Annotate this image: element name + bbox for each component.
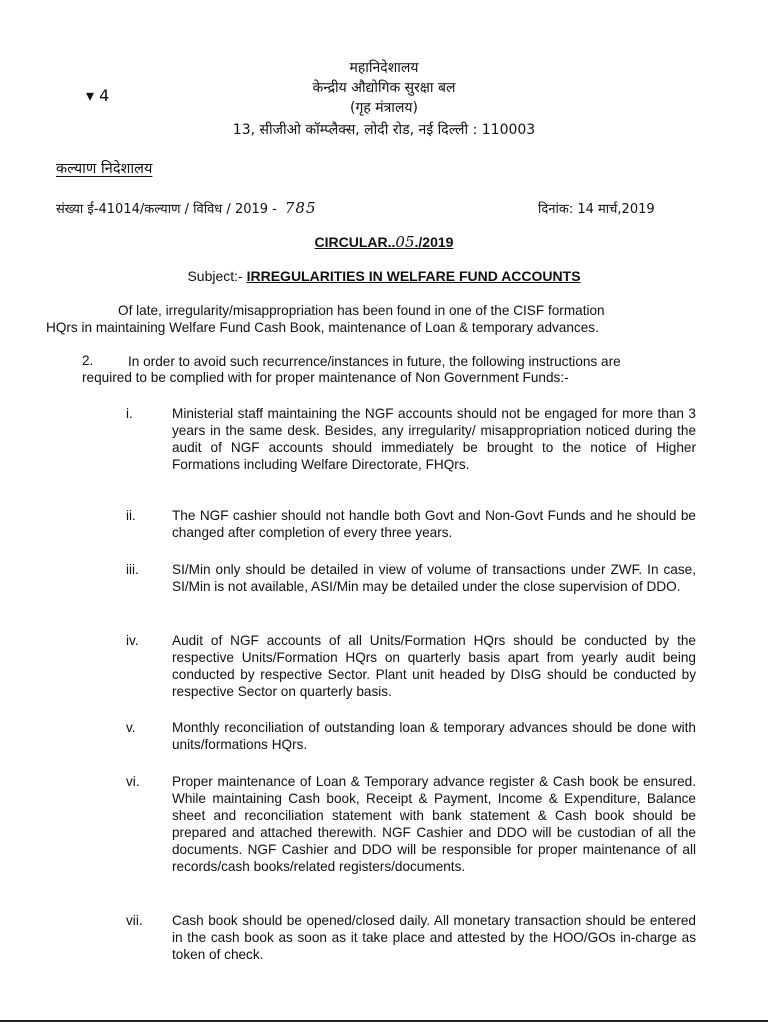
circular-suffix: ./2019 — [414, 234, 454, 250]
header-line-2: केन्द्रीय औद्योगिक सुरक्षा बल — [312, 80, 456, 96]
instruction-text: Audit of NGF accounts of all Units/Formation HQrs should be conducted by the respective Units/Formation HQrs on quarterly basis apart from yearly audit being conducted by respective Sector. Plant unit headed by DIsG should be conducted by respective Sector on quarterly basis. — [172, 633, 696, 699]
header-line-4: 13, सीजीओ कॉम्प्लैक्स, लोदी रोड, नई दिल्ली : 110003 — [232, 122, 536, 138]
header-line-3: (गृह मंत्रालय) — [349, 100, 419, 116]
reference-number-text: संख्या ई-41014/कल्याण / विविध / 2019 - — [56, 202, 277, 217]
department-name: कल्याण निदेशालय — [56, 161, 153, 177]
instruction-text: Monthly reconciliation of outstanding loan & temporary advances should be done with units/formations HQrs. — [172, 720, 696, 752]
paragraph-1 — [46, 302, 696, 336]
instruction-text: Cash book should be opened/closed daily. All monetary transaction should be entered in the cash book as soon as it take place and attested by the HOO/GOs in-charge as token of check. — [172, 913, 696, 962]
header-line-1: महानिदेशालय — [349, 60, 419, 76]
instruction-number: iv. — [126, 633, 139, 648]
paragraph-1-line-1: Of late, irregularity/misappropriation has been found in one of the CISF formation — [118, 303, 605, 318]
paragraph-2-line-1: In order to avoid such recurrence/instances in future, the following instructions are — [128, 354, 621, 369]
reference-handwritten: 785 — [284, 199, 317, 217]
paragraph-1-line-2: HQrs in maintaining Welfare Fund Cash Book, maintenance of Loan & temporary advances. — [46, 320, 599, 335]
circular-prefix: CIRCULAR.. — [314, 234, 396, 250]
subject-line — [0, 268, 768, 284]
reference-number — [56, 199, 317, 217]
paragraph-2-number: 2. — [82, 353, 94, 368]
subject-title: IRREGULARITIES IN WELFARE FUND ACCOUNTS — [246, 268, 581, 284]
instruction-number: vii. — [126, 913, 143, 928]
margin-mark: ▾ 4 — [86, 86, 110, 105]
reference-date: दिनांक: 14 मार्च,2019 — [538, 202, 655, 217]
instruction-number: v. — [126, 720, 136, 735]
subject-label: Subject:- — [187, 268, 243, 284]
instruction-number: vi. — [126, 774, 140, 789]
instruction-number: iii. — [126, 562, 139, 577]
circular-handwritten-no: 05 — [395, 233, 415, 251]
circular-heading — [0, 233, 768, 251]
instruction-text: Proper maintenance of Loan & Temporary advance register & Cash book be ensured. While maintaining Cash book, Receipt & Payment, Income & Expenditure, Balance sheet and reconciliation statement with bank statement & Cash book should be prepared and attached therewith. NGF Cashier and DDO will be custodian of all the documents. NGF Cashier and DDO will be responsible for proper maintenance of all records/cash books/related registers/documents. — [172, 774, 696, 874]
instruction-number: i. — [126, 406, 133, 421]
instruction-text: Ministerial staff maintaining the NGF accounts should not be engaged for more than 3 years in the same desk. Besides, any irregularity/ misappropriation noticed during the audit of NGF accounts should immediately be brought to the notice of Higher Formations including Welfare Directorate, FHQrs. — [172, 406, 696, 472]
page-bottom-edge — [0, 1020, 768, 1022]
instruction-text: SI/Min only should be detailed in view of volume of transactions under ZWF. In case, SI/Min is not available, ASI/Min may be detailed under the close supervision of DDO. — [172, 562, 696, 594]
paragraph-2-line-2: required to be complied with for proper maintenance of Non Government Funds:- — [82, 370, 569, 385]
instruction-number: ii. — [126, 508, 136, 523]
instruction-text: The NGF cashier should not handle both Govt and Non-Govt Funds and he should be changed after completion of every three years. — [172, 508, 696, 540]
